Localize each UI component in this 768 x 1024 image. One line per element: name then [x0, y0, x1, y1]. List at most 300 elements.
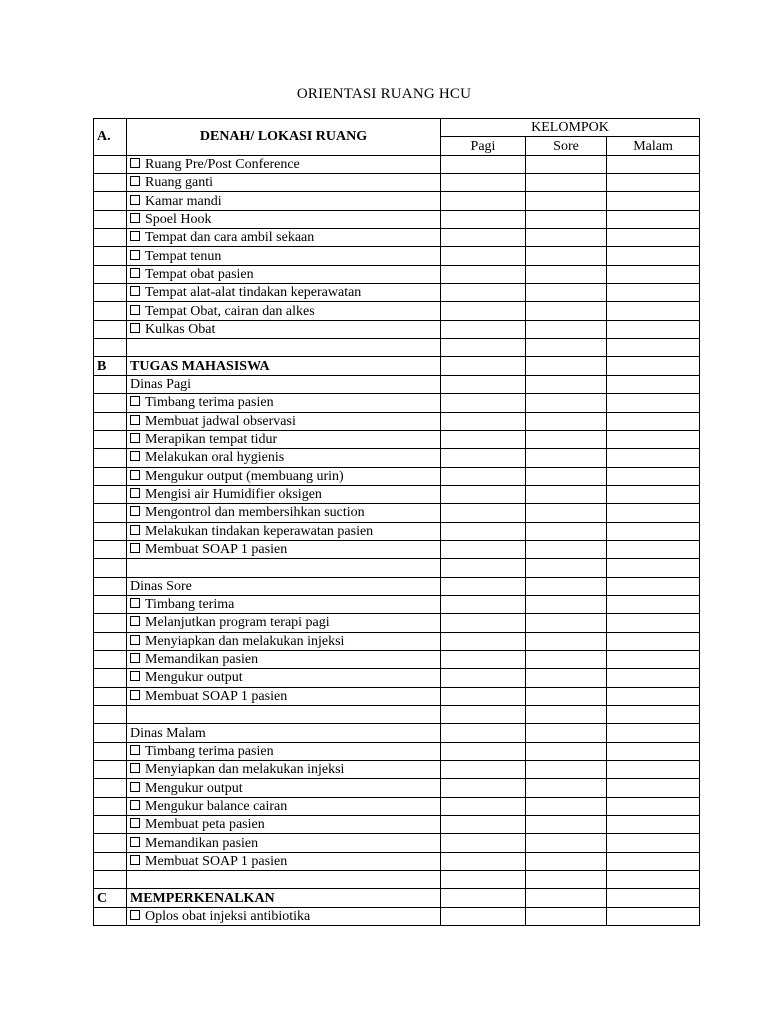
- sore-item-cell-malam[interactable]: [607, 595, 700, 613]
- malam-item-cell-malam[interactable]: [607, 742, 700, 760]
- table-row: [94, 797, 700, 815]
- pagi-item-cell-sore[interactable]: [526, 540, 607, 558]
- checklist-item: [127, 816, 441, 834]
- row-number-cell: [94, 852, 127, 870]
- pagi-item-cell-malam[interactable]: [607, 449, 700, 467]
- malam-item-cell-sore[interactable]: [526, 779, 607, 797]
- checklist-item: [127, 302, 441, 320]
- shift-header-sore: Sore: [526, 137, 607, 155]
- malam-item-cell-malam[interactable]: [607, 761, 700, 779]
- checklist-item: [127, 247, 441, 265]
- sore-item-cell-pagi[interactable]: [441, 614, 526, 632]
- subsection-dinas-pagi-cell-sore[interactable]: [526, 375, 607, 393]
- table-row: [94, 394, 700, 412]
- checklist-item: [127, 650, 441, 668]
- header-row-1: [94, 119, 700, 137]
- pagi-item-cell-pagi[interactable]: [441, 485, 526, 503]
- blank-cell-malam[interactable]: [607, 559, 700, 577]
- checkbox-icon[interactable]: [130, 305, 140, 315]
- orientation-table: [93, 118, 700, 926]
- malam-item-cell-sore[interactable]: [526, 852, 607, 870]
- a-item-cell-malam[interactable]: [607, 320, 700, 338]
- checklist-item-label: Mengukur output (membuang urin): [145, 468, 344, 484]
- checklist-item-label: Ruang ganti: [145, 175, 214, 191]
- pagi-item-cell-malam[interactable]: [607, 394, 700, 412]
- c-item-cell-sore[interactable]: [526, 907, 607, 925]
- malam-item-cell-pagi[interactable]: [441, 852, 526, 870]
- row-number-cell: [94, 394, 127, 412]
- checklist-item-label: Memandikan pasien: [145, 652, 259, 668]
- subsection-dinas-malam-cell-pagi[interactable]: [441, 724, 526, 742]
- checklist-item-label: Melakukan tindakan keperawatan pasien: [145, 523, 374, 539]
- row-number-cell: [94, 375, 127, 393]
- a-item-cell-sore[interactable]: [526, 284, 607, 302]
- checklist-item-label: Tempat alat-alat tindakan keperawatan: [145, 285, 362, 301]
- table-row: [94, 779, 700, 797]
- malam-item-cell-sore[interactable]: [526, 742, 607, 760]
- checkbox-icon[interactable]: [130, 910, 140, 920]
- subsection-dinas-pagi-label: Dinas Pagi: [127, 375, 441, 393]
- checklist-item: [127, 174, 441, 192]
- a-item-cell-malam[interactable]: [607, 210, 700, 228]
- pagi-item-cell-sore[interactable]: [526, 522, 607, 540]
- a-item-cell-pagi[interactable]: [441, 320, 526, 338]
- checklist-item: [127, 669, 441, 687]
- checkbox-icon[interactable]: [130, 616, 140, 626]
- checklist-item: [127, 210, 441, 228]
- checkbox-icon[interactable]: [130, 396, 140, 406]
- empty-row: [94, 871, 700, 889]
- checklist-item-label: Mengukur output: [145, 780, 243, 796]
- a-item-cell-malam[interactable]: [607, 229, 700, 247]
- checklist-item: [127, 540, 441, 558]
- pagi-item-cell-malam[interactable]: [607, 504, 700, 522]
- a-item-cell-sore[interactable]: [526, 192, 607, 210]
- pagi-item-cell-pagi[interactable]: [441, 467, 526, 485]
- sore-item-cell-sore[interactable]: [526, 632, 607, 650]
- pagi-item-cell-sore[interactable]: [526, 394, 607, 412]
- sore-item-cell-malam[interactable]: [607, 632, 700, 650]
- blank-cell-malam[interactable]: [607, 706, 700, 724]
- checklist-item: [127, 320, 441, 338]
- table-row: [94, 761, 700, 779]
- row-number-cell: [94, 669, 127, 687]
- checklist-item-label: Spoel Hook: [145, 211, 212, 227]
- pagi-item-cell-pagi[interactable]: [441, 504, 526, 522]
- row-number-cell: [94, 467, 127, 485]
- row-number-cell: [94, 761, 127, 779]
- table-row: [94, 852, 700, 870]
- empty-row: [94, 706, 700, 724]
- subsection-dinas-malam-cell-malam[interactable]: [607, 724, 700, 742]
- subsection-dinas-pagi-cell-pagi[interactable]: [441, 375, 526, 393]
- a-item-cell-pagi[interactable]: [441, 284, 526, 302]
- checklist-item: [127, 155, 441, 173]
- checklist-item: [127, 834, 441, 852]
- row-number-cell: [94, 687, 127, 705]
- checklist-item: [127, 687, 441, 705]
- row-number-cell: [94, 174, 127, 192]
- blank-cell-sore[interactable]: [526, 706, 607, 724]
- row-number-cell: [94, 155, 127, 173]
- checklist-item: [127, 192, 441, 210]
- row-number-cell: [94, 284, 127, 302]
- row-number-cell: [94, 650, 127, 668]
- checklist-item-label: Membuat SOAP 1 pasien: [145, 688, 288, 704]
- checklist-item: [127, 449, 441, 467]
- section-b-title: TUGAS MAHASISWA: [127, 357, 441, 375]
- a-item-cell-pagi[interactable]: [441, 229, 526, 247]
- checkbox-icon[interactable]: [130, 745, 140, 755]
- row-number-cell: [94, 210, 127, 228]
- pagi-item-cell-sore[interactable]: [526, 449, 607, 467]
- c-item-cell-malam[interactable]: [607, 907, 700, 925]
- subsection-dinas-sore-label: Dinas Sore: [127, 577, 441, 595]
- a-item-cell-malam[interactable]: [607, 247, 700, 265]
- sore-item-cell-pagi[interactable]: [441, 595, 526, 613]
- pagi-item-cell-sore[interactable]: [526, 504, 607, 522]
- checklist-item-label: Kulkas Obat: [145, 321, 216, 337]
- table-row: [94, 485, 700, 503]
- pagi-item-cell-pagi[interactable]: [441, 522, 526, 540]
- malam-item-cell-sore[interactable]: [526, 816, 607, 834]
- table-row: [94, 467, 700, 485]
- blank-cell-malam[interactable]: [607, 871, 700, 889]
- checklist-item-label: Merapikan tempat tidur: [145, 432, 278, 448]
- blank-cell: [127, 706, 441, 724]
- row-number-cell: [94, 907, 127, 925]
- a-item-cell-malam[interactable]: [607, 302, 700, 320]
- table-row: [94, 155, 700, 173]
- table-row: [94, 430, 700, 448]
- sore-item-cell-sore[interactable]: [526, 595, 607, 613]
- checklist-item: [127, 229, 441, 247]
- row-number-cell: [94, 339, 127, 357]
- a-item-cell-pagi[interactable]: [441, 192, 526, 210]
- section-c-cell-malam[interactable]: [607, 889, 700, 907]
- row-number-cell: [94, 320, 127, 338]
- subsection-dinas-malam: [94, 724, 700, 742]
- sore-item-cell-sore[interactable]: [526, 687, 607, 705]
- page-title: ORIENTASI RUANG HCU: [296, 86, 472, 102]
- blank-cell-pagi[interactable]: [441, 706, 526, 724]
- row-number-cell: [94, 577, 127, 595]
- section-b: [94, 357, 700, 375]
- table-row: [94, 174, 700, 192]
- table-row: [94, 210, 700, 228]
- table-row: [94, 595, 700, 613]
- row-number-cell: [94, 724, 127, 742]
- table-row: [94, 229, 700, 247]
- sore-item-cell-pagi[interactable]: [441, 650, 526, 668]
- checklist-item-label: Mengisi air Humidifier oksigen: [145, 487, 322, 503]
- checklist-item-label: Menyiapkan dan melakukan injeksi: [145, 762, 345, 778]
- sore-item-cell-sore[interactable]: [526, 650, 607, 668]
- row-number-cell: [94, 540, 127, 558]
- a-item-cell-pagi[interactable]: [441, 247, 526, 265]
- malam-item-cell-sore[interactable]: [526, 834, 607, 852]
- checkbox-icon[interactable]: [130, 506, 140, 516]
- checkbox-icon[interactable]: [130, 250, 140, 260]
- table-row: [94, 907, 700, 925]
- a-item-cell-malam[interactable]: [607, 265, 700, 283]
- a-item-cell-sore[interactable]: [526, 210, 607, 228]
- blank-cell-sore[interactable]: [526, 871, 607, 889]
- section-c-cell-sore[interactable]: [526, 889, 607, 907]
- checklist-item-label: Membuat SOAP 1 pasien: [145, 853, 288, 869]
- sore-item-cell-sore[interactable]: [526, 614, 607, 632]
- shift-header-pagi: Pagi: [441, 137, 526, 155]
- row-number-cell: [94, 834, 127, 852]
- section-c-cell-pagi[interactable]: [441, 889, 526, 907]
- checklist-item: [127, 504, 441, 522]
- checklist-item: [127, 522, 441, 540]
- a-item-cell-pagi[interactable]: [441, 174, 526, 192]
- checkbox-icon[interactable]: [130, 433, 140, 443]
- checkbox-icon[interactable]: [130, 800, 140, 810]
- checklist-item: [127, 614, 441, 632]
- pagi-item-cell-pagi[interactable]: [441, 540, 526, 558]
- subsection-dinas-malam-cell-sore[interactable]: [526, 724, 607, 742]
- pagi-item-cell-malam[interactable]: [607, 522, 700, 540]
- row-number-cell: [94, 485, 127, 503]
- subsection-dinas-sore-cell-sore[interactable]: [526, 577, 607, 595]
- checkbox-icon[interactable]: [130, 323, 140, 333]
- checkbox-icon[interactable]: [130, 268, 140, 278]
- checkbox-icon[interactable]: [130, 598, 140, 608]
- a-item-cell-sore[interactable]: [526, 320, 607, 338]
- pagi-item-cell-malam[interactable]: [607, 412, 700, 430]
- sore-item-cell-pagi[interactable]: [441, 687, 526, 705]
- blank-cell: [127, 871, 441, 889]
- pagi-item-cell-malam[interactable]: [607, 467, 700, 485]
- pagi-item-cell-sore[interactable]: [526, 412, 607, 430]
- pagi-item-cell-pagi[interactable]: [441, 430, 526, 448]
- malam-item-cell-pagi[interactable]: [441, 742, 526, 760]
- pagi-item-cell-pagi[interactable]: [441, 394, 526, 412]
- checklist-item: [127, 284, 441, 302]
- checklist-item-label: Tempat obat pasien: [145, 266, 254, 282]
- pagi-item-cell-pagi[interactable]: [441, 412, 526, 430]
- row-number-cell: [94, 871, 127, 889]
- checkbox-icon[interactable]: [130, 635, 140, 645]
- pagi-item-cell-sore[interactable]: [526, 485, 607, 503]
- subsection-dinas-pagi: [94, 375, 700, 393]
- sore-item-cell-sore[interactable]: [526, 669, 607, 687]
- table-row: [94, 669, 700, 687]
- malam-item-cell-pagi[interactable]: [441, 816, 526, 834]
- sore-item-cell-pagi[interactable]: [441, 632, 526, 650]
- checklist-item-label: Mengontrol dan membersihkan suction: [145, 505, 365, 521]
- row-number-cell: [94, 229, 127, 247]
- a-item-cell-sore[interactable]: [526, 302, 607, 320]
- table-row: [94, 504, 700, 522]
- empty-row: [94, 339, 700, 357]
- table-row: [94, 192, 700, 210]
- a-item-cell-malam[interactable]: [607, 192, 700, 210]
- blank-cell-sore[interactable]: [526, 339, 607, 357]
- checklist-item-label: Mengukur output: [145, 670, 243, 686]
- blank-cell-malam[interactable]: [607, 339, 700, 357]
- checkbox-icon[interactable]: [130, 837, 140, 847]
- section-c-label: C: [94, 889, 127, 907]
- malam-item-cell-sore[interactable]: [526, 797, 607, 815]
- checklist-item-label: Timbang terima pasien: [145, 395, 274, 411]
- row-number-cell: [94, 632, 127, 650]
- checklist-item: [127, 394, 441, 412]
- blank-cell-sore[interactable]: [526, 559, 607, 577]
- pagi-item-cell-sore[interactable]: [526, 467, 607, 485]
- a-item-cell-pagi[interactable]: [441, 210, 526, 228]
- pagi-item-cell-malam[interactable]: [607, 485, 700, 503]
- malam-item-cell-pagi[interactable]: [441, 779, 526, 797]
- checkbox-icon[interactable]: [130, 176, 140, 186]
- malam-item-cell-malam[interactable]: [607, 834, 700, 852]
- checklist-item-label: Timbang terima: [145, 597, 235, 613]
- checkbox-icon[interactable]: [130, 543, 140, 553]
- malam-item-cell-malam[interactable]: [607, 779, 700, 797]
- checklist-item-label: Timbang terima pasien: [145, 743, 274, 759]
- checklist-item-label: Membuat SOAP 1 pasien: [145, 542, 288, 558]
- subsection-dinas-malam-label: Dinas Malam: [127, 724, 441, 742]
- malam-item-cell-malam[interactable]: [607, 816, 700, 834]
- checklist-item-label: Oplos obat injeksi antibiotika: [145, 908, 311, 924]
- subsection-dinas-sore: [94, 577, 700, 595]
- checkbox-icon[interactable]: [130, 818, 140, 828]
- a-item-cell-malam[interactable]: [607, 174, 700, 192]
- checkbox-icon[interactable]: [130, 415, 140, 425]
- row-number-cell: [94, 779, 127, 797]
- checklist-item: [127, 265, 441, 283]
- section-b-cell-sore[interactable]: [526, 357, 607, 375]
- a-item-cell-sore[interactable]: [526, 155, 607, 173]
- checkbox-icon[interactable]: [130, 470, 140, 480]
- sore-item-cell-malam[interactable]: [607, 669, 700, 687]
- row-number-cell: [94, 430, 127, 448]
- malam-item-cell-pagi[interactable]: [441, 797, 526, 815]
- row-number-cell: [94, 614, 127, 632]
- section-a-label: A.: [94, 119, 127, 156]
- checklist-item-label: Melakukan oral hygienis: [145, 450, 285, 466]
- malam-item-cell-malam[interactable]: [607, 797, 700, 815]
- a-item-cell-malam[interactable]: [607, 155, 700, 173]
- a-item-cell-malam[interactable]: [607, 284, 700, 302]
- a-item-cell-pagi[interactable]: [441, 302, 526, 320]
- blank-cell-pagi[interactable]: [441, 559, 526, 577]
- row-number-cell: [94, 559, 127, 577]
- table-row: [94, 284, 700, 302]
- checklist-item: [127, 742, 441, 760]
- sore-item-cell-malam[interactable]: [607, 687, 700, 705]
- malam-item-cell-sore[interactable]: [526, 761, 607, 779]
- a-item-cell-pagi[interactable]: [441, 265, 526, 283]
- checkbox-icon[interactable]: [130, 690, 140, 700]
- pagi-item-cell-sore[interactable]: [526, 430, 607, 448]
- pagi-item-cell-malam[interactable]: [607, 430, 700, 448]
- row-number-cell: [94, 412, 127, 430]
- blank-cell-pagi[interactable]: [441, 339, 526, 357]
- table-row: [94, 320, 700, 338]
- checkbox-icon[interactable]: [130, 286, 140, 296]
- checkbox-icon[interactable]: [130, 213, 140, 223]
- checklist-item-label: Melanjutkan program terapi pagi: [145, 615, 330, 631]
- a-item-cell-pagi[interactable]: [441, 155, 526, 173]
- a-item-cell-sore[interactable]: [526, 265, 607, 283]
- checklist-item: [127, 430, 441, 448]
- a-item-cell-sore[interactable]: [526, 247, 607, 265]
- checkbox-icon[interactable]: [130, 782, 140, 792]
- group-header: KELOMPOK: [441, 119, 700, 137]
- section-b-cell-malam[interactable]: [607, 357, 700, 375]
- checkbox-icon[interactable]: [130, 231, 140, 241]
- sore-item-cell-malam[interactable]: [607, 650, 700, 668]
- checkbox-icon[interactable]: [130, 671, 140, 681]
- row-number-cell: [94, 192, 127, 210]
- checklist-item-label: Memandikan pasien: [145, 835, 259, 851]
- blank-cell: [127, 339, 441, 357]
- a-item-cell-sore[interactable]: [526, 229, 607, 247]
- malam-item-cell-pagi[interactable]: [441, 761, 526, 779]
- subsection-dinas-sore-cell-malam[interactable]: [607, 577, 700, 595]
- checkbox-icon[interactable]: [130, 195, 140, 205]
- blank-cell: [127, 559, 441, 577]
- section-c-title: MEMPERKENALKAN: [127, 889, 441, 907]
- row-number-cell: [94, 706, 127, 724]
- blank-cell-pagi[interactable]: [441, 871, 526, 889]
- column-title: DENAH/ LOKASI RUANG: [127, 119, 441, 156]
- section-b-cell-pagi[interactable]: [441, 357, 526, 375]
- malam-item-cell-malam[interactable]: [607, 852, 700, 870]
- checkbox-icon[interactable]: [130, 653, 140, 663]
- checklist-item: [127, 485, 441, 503]
- a-item-cell-sore[interactable]: [526, 174, 607, 192]
- table-row: [94, 650, 700, 668]
- table-row: [94, 247, 700, 265]
- section-c: [94, 889, 700, 907]
- checklist-item: [127, 761, 441, 779]
- row-number-cell: [94, 449, 127, 467]
- row-number-cell: [94, 595, 127, 613]
- checklist-item: [127, 907, 441, 925]
- checklist-item-label: Mengukur balance cairan: [145, 798, 288, 814]
- c-item-cell-pagi[interactable]: [441, 907, 526, 925]
- subsection-dinas-pagi-cell-malam[interactable]: [607, 375, 700, 393]
- checklist-item: [127, 467, 441, 485]
- checkbox-icon[interactable]: [130, 451, 140, 461]
- checklist-item: [127, 595, 441, 613]
- section-b-label: B: [94, 357, 127, 375]
- checkbox-icon[interactable]: [130, 488, 140, 498]
- checkbox-icon[interactable]: [130, 855, 140, 865]
- checkbox-icon[interactable]: [130, 763, 140, 773]
- sore-item-cell-malam[interactable]: [607, 614, 700, 632]
- checkbox-icon[interactable]: [130, 158, 140, 168]
- checkbox-icon[interactable]: [130, 525, 140, 535]
- sore-item-cell-pagi[interactable]: [441, 669, 526, 687]
- empty-row: [94, 559, 700, 577]
- pagi-item-cell-pagi[interactable]: [441, 449, 526, 467]
- checklist-item: [127, 632, 441, 650]
- subsection-dinas-sore-cell-pagi[interactable]: [441, 577, 526, 595]
- row-number-cell: [94, 504, 127, 522]
- malam-item-cell-pagi[interactable]: [441, 834, 526, 852]
- table-row: [94, 449, 700, 467]
- pagi-item-cell-malam[interactable]: [607, 540, 700, 558]
- table-row: [94, 742, 700, 760]
- row-number-cell: [94, 265, 127, 283]
- table-row: [94, 412, 700, 430]
- checklist-item-label: Menyiapkan dan melakukan injeksi: [145, 633, 345, 649]
